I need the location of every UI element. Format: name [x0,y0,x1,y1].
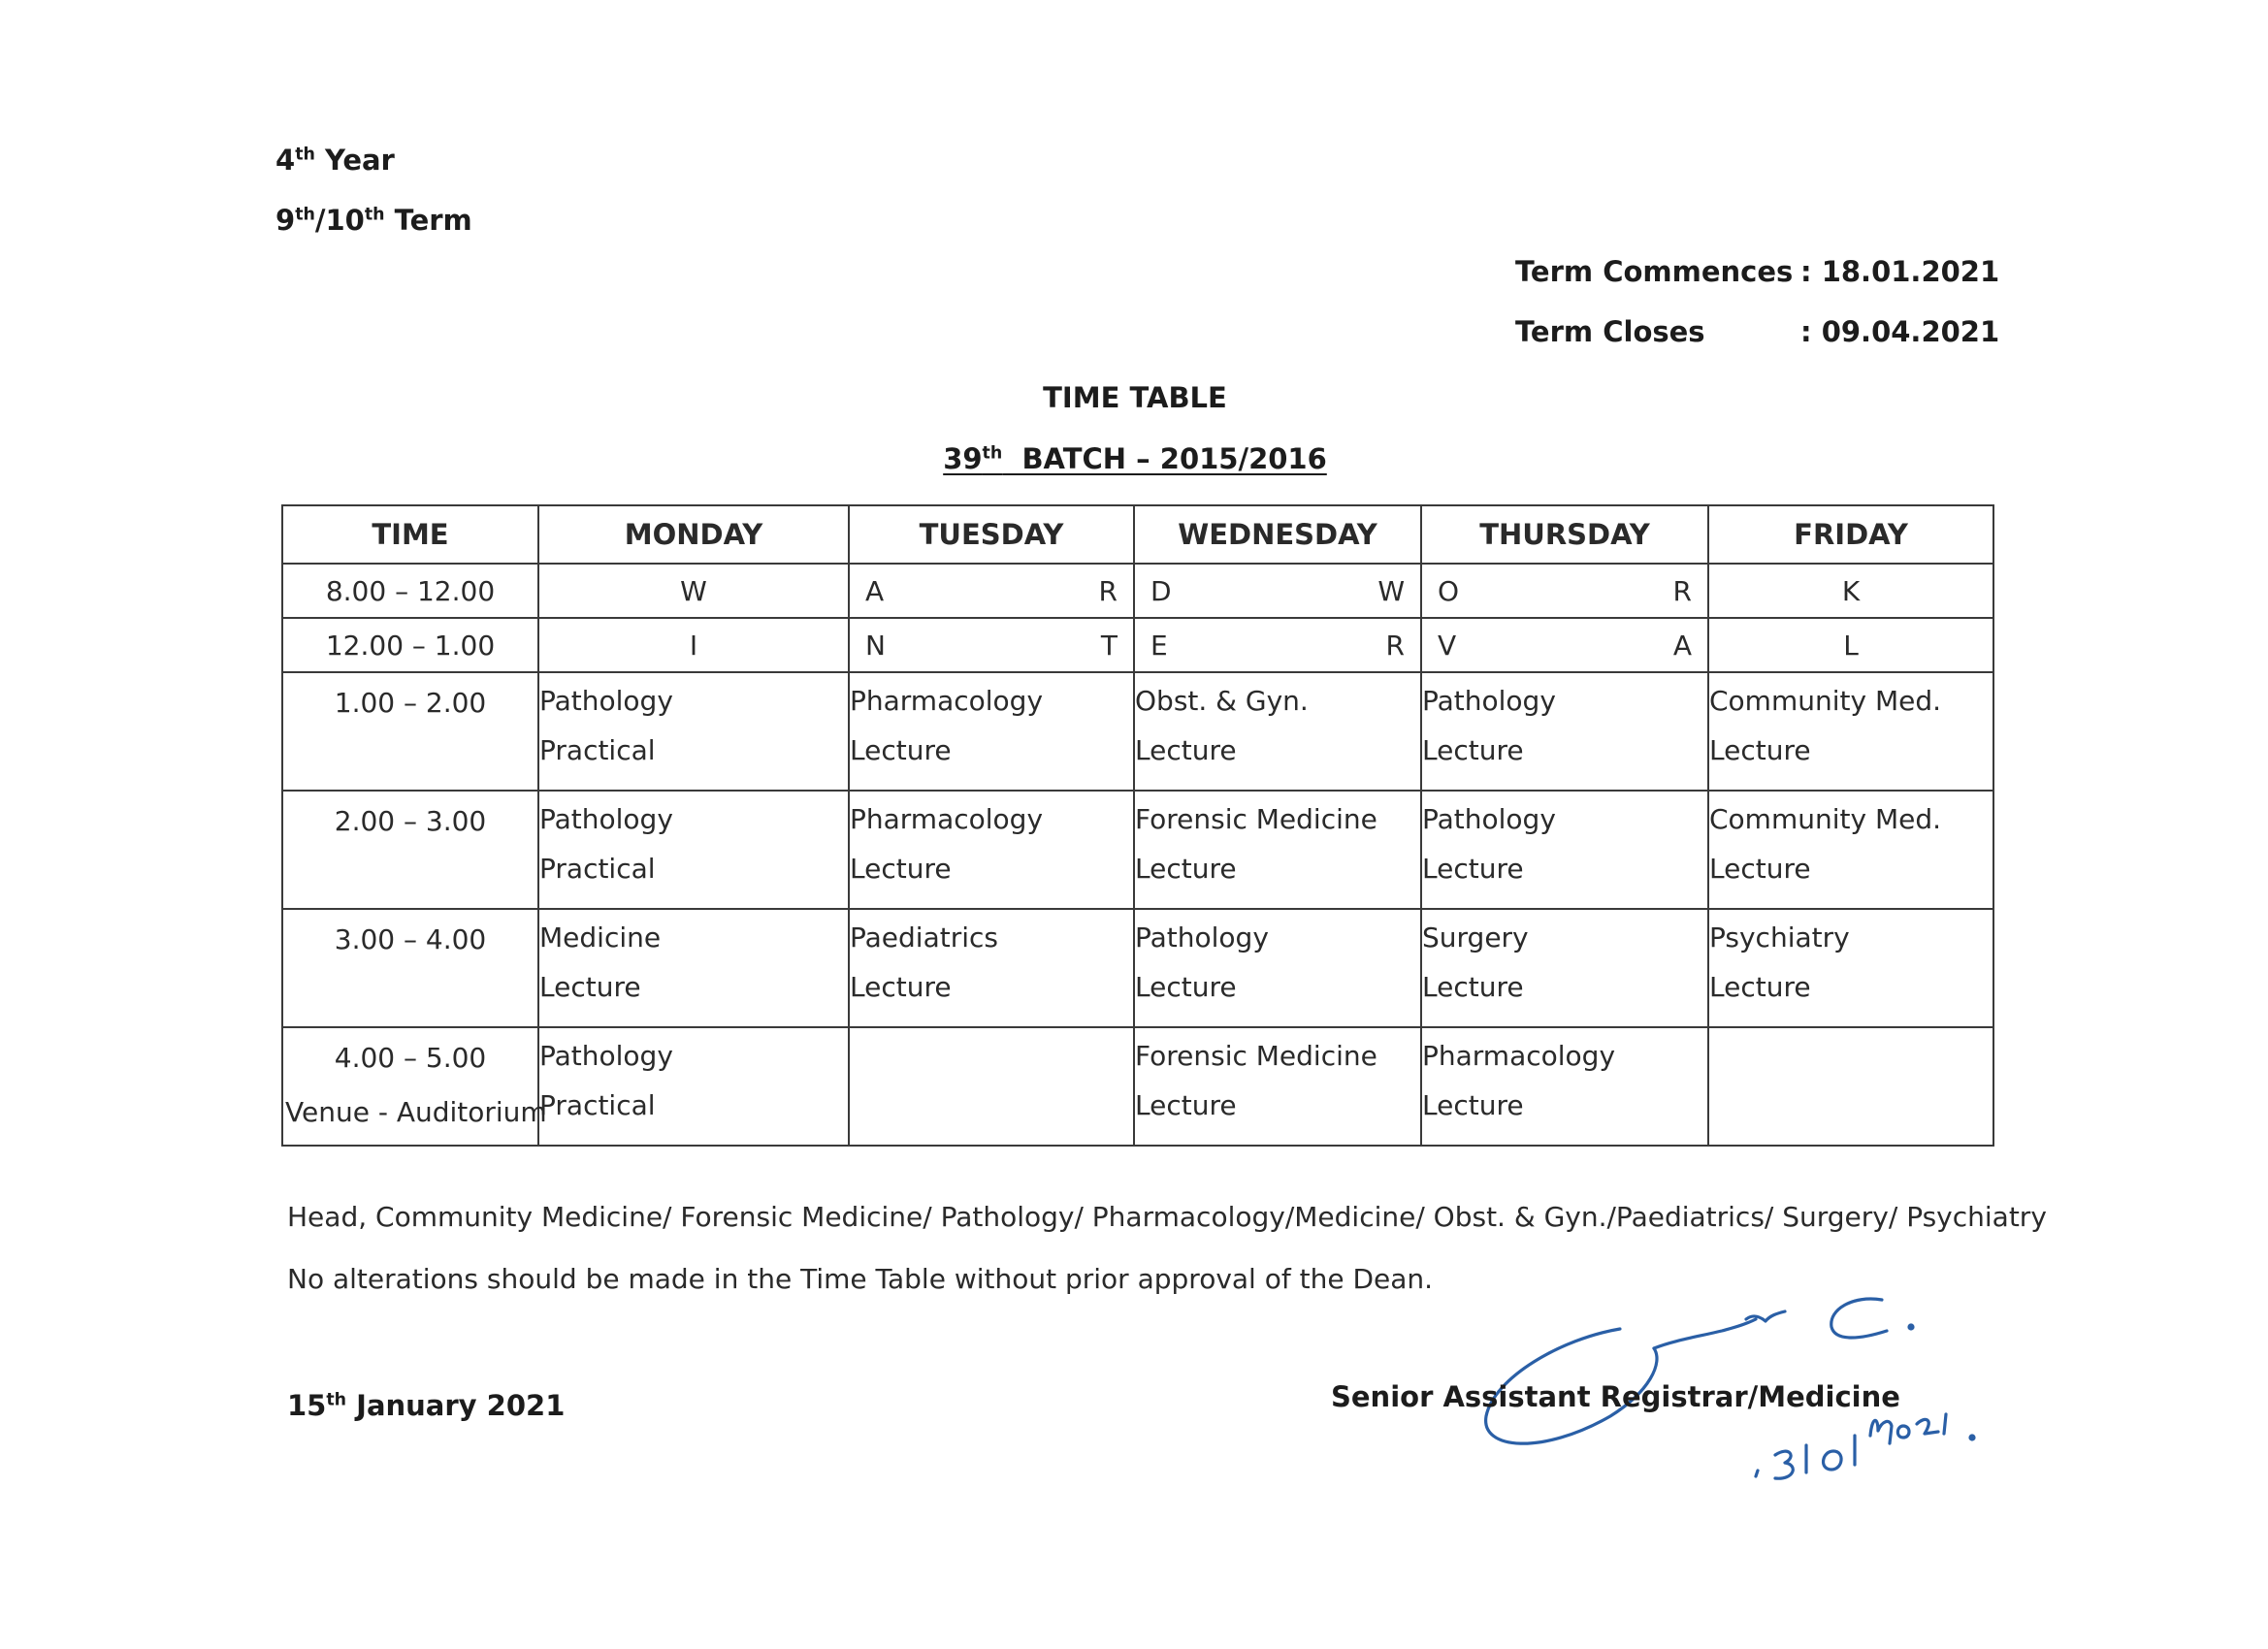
term-closes-label: Term Closes [1515,315,1705,348]
interval-cell-thursday: V A [1421,618,1708,672]
table-row [282,791,1993,909]
term-closes-value: : 09.04.2021 [1800,315,2000,348]
slot-thursday: Surgery Lecture [1421,909,1708,1027]
venue-note: Venue - Auditorium [285,1096,547,1128]
column-header-wednesday: WEDNESDAY [1134,505,1421,564]
timetable [281,504,1994,1147]
batch-title: 39th BATCH – 2015/2016 [943,442,1327,475]
ward-cell-thursday: O R [1421,564,1708,618]
time-cell: 3.00 – 4.00 [282,909,538,1027]
term-heading: 9th/10th Term [275,204,472,237]
table-row [282,672,1993,791]
department-heads-line: Head, Community Medicine/ Forensic Medicine/ Pathology/ Pharmacology/Medicine/ Obst. & Gyn./Paediatrics/ Surgery/ Psychiatry [287,1201,2047,1233]
slot-wednesday: Pathology Lecture [1134,909,1421,1027]
time-cell: 12.00 – 1.00 [282,618,538,672]
term-commences-value: : 18.01.2021 [1800,255,2000,288]
registrar-title: Senior Assistant Registrar/Medicine [1331,1380,1900,1413]
column-header-time: TIME [282,505,538,564]
slot-tuesday [849,1027,1134,1146]
interval-cell-friday: L [1708,618,1993,672]
column-header-friday: FRIDAY [1708,505,1993,564]
table-row-ward [282,564,1993,618]
slot-friday: Community Med. Lecture [1708,672,1993,791]
slot-monday: Pathology Practical [538,672,849,791]
slot-friday [1708,1027,1993,1146]
alteration-note: No alterations should be made in the Time Table without prior approval of the Dean. [287,1263,1434,1295]
slot-wednesday: Obst. & Gyn. Lecture [1134,672,1421,791]
slot-friday: Psychiatry Lecture [1708,909,1993,1027]
time-cell: 1.00 – 2.00 [282,672,538,791]
interval-cell-monday: I [538,618,849,672]
slot-thursday: Pathology Lecture [1421,791,1708,909]
time-cell: 4.00 – 5.00 [282,1027,538,1146]
interval-cell-tuesday: N T [849,618,1134,672]
ward-cell-monday: W [538,564,849,618]
slot-wednesday: Forensic Medicine Lecture [1134,791,1421,909]
column-header-monday: MONDAY [538,505,849,564]
term-commences-label: Term Commences [1515,255,1794,288]
slot-monday: Pathology Practical [538,791,849,909]
slot-tuesday: Pharmacology Lecture [849,672,1134,791]
slot-friday: Community Med. Lecture [1708,791,1993,909]
slot-tuesday: Pharmacology Lecture [849,791,1134,909]
column-header-tuesday: TUESDAY [849,505,1134,564]
time-cell: 8.00 – 12.00 [282,564,538,618]
issue-date: 15th January 2021 [287,1389,566,1422]
table-row [282,909,1993,1027]
slot-monday: Medicine Lecture [538,909,849,1027]
column-header-thursday: THURSDAY [1421,505,1708,564]
page-title: TIME TABLE [1043,381,1227,414]
time-cell: 2.00 – 3.00 [282,791,538,909]
ward-cell-friday: K [1708,564,1993,618]
slot-thursday: Pharmacology Lecture [1421,1027,1708,1146]
slot-monday: Pathology Practical [538,1027,849,1146]
year-heading: 4th Year [275,144,395,177]
ward-cell-wednesday: D W [1134,564,1421,618]
table-row-interval [282,618,1993,672]
ward-cell-tuesday: A R [849,564,1134,618]
slot-wednesday: Forensic Medicine Lecture [1134,1027,1421,1146]
slot-tuesday: Paediatrics Lecture [849,909,1134,1027]
slot-thursday: Pathology Lecture [1421,672,1708,791]
interval-cell-wednesday: E R [1134,618,1421,672]
table-header-row [282,505,1993,564]
